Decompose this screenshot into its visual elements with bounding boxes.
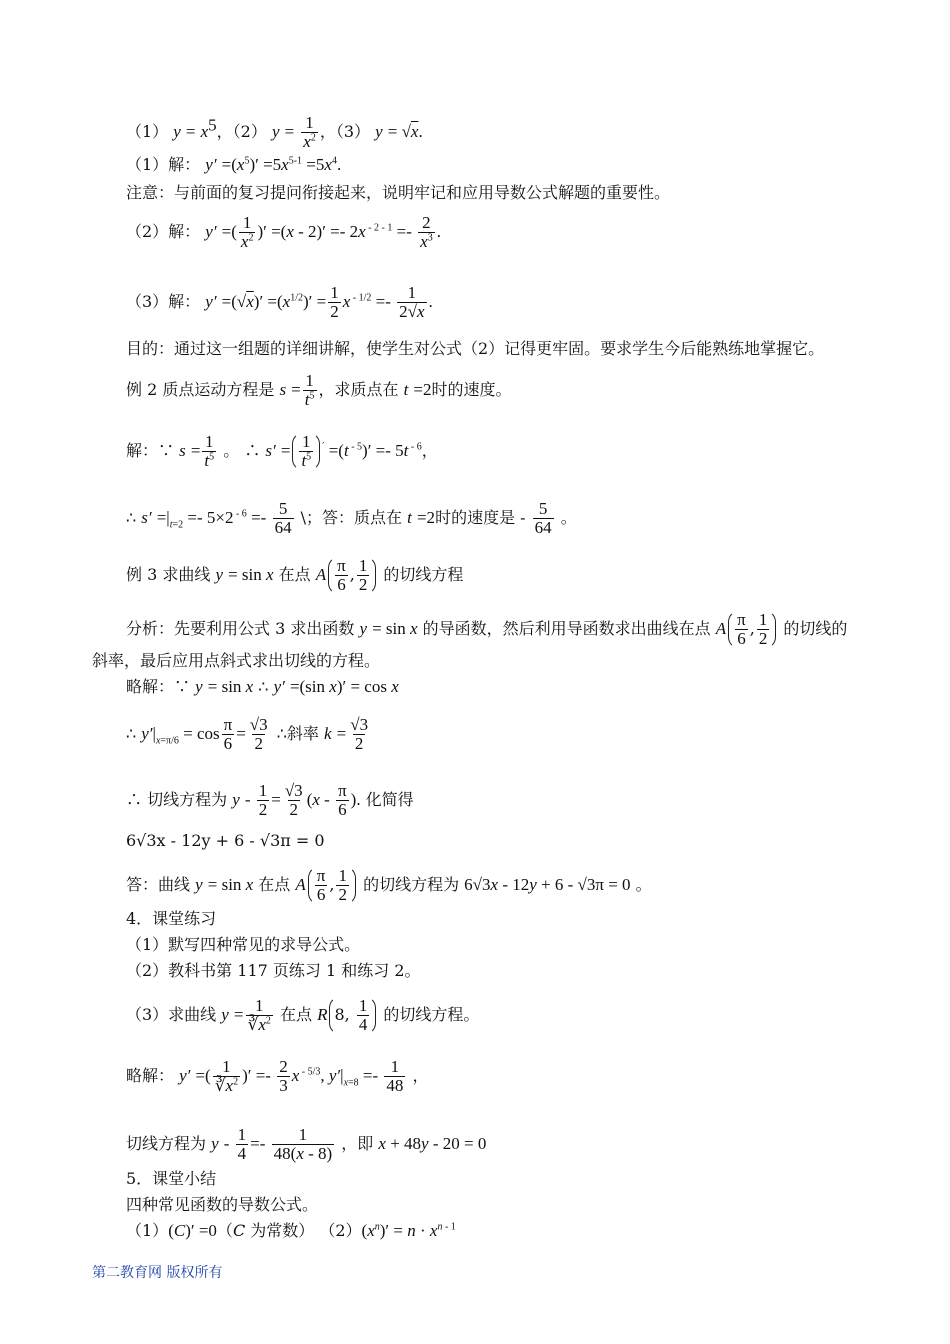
example-3: 例 3 求曲线 y = sin x 在点 A $\frac{\pi}{6}$ , $\frac{1}{2}$ 的切线方程: [126, 556, 464, 594]
example-2-solution: 解：∵ s = $\frac{1}{t^5}$ 。 ∴ s′ = $\frac{1}{t^5}$ ′ =(t $^{- 5}$)′ =- 5t $^{- 6}$，: [126, 432, 438, 470]
exercise-3: （3）求曲线 y = $\frac{1}{∛x^2}$ 在点 R 8, $\frac{1}{4}$ 的切线方程。: [126, 996, 480, 1034]
note-text: 注意：与前面的复习提问衔接起来，说明牢记和应用导数公式解题的重要性。: [126, 183, 671, 202]
analysis: 分析：先要利用公式 3 求出函数 y = sin x 的导函数，然后利用导函数求出曲线在点 A $\frac{\pi}{6}$ , $\frac{1}{2}$ 的切线的: [126, 610, 848, 648]
solution-3: （3）解： $y' =(√x)' =(x^{1/2})'$ = $\frac{1}{2}$ x $^{- 1/2}$ =- $\frac{1}{2√x}$ .: [126, 283, 433, 321]
analysis-cont: 斜率，最后应用点斜式求出切线的方程。: [92, 651, 381, 670]
example-2: 例 2 质点运动方程是 s = $\frac{1}{t^5}$ ，求质点在 t =2时的速度。: [126, 371, 512, 409]
copyright-footer: 第二教育网 版权所有: [92, 1265, 223, 1281]
exercise-list: （1） $y = x^5$，（2） y = $\frac{1}{x^2}$ ，（3） y = √x.: [126, 113, 423, 151]
exercise-2: （2）教科书第 117 页练习 1 和练习 2。: [126, 961, 421, 980]
solution-2: （2）解： y′ =( $\frac{1}{x^2}$ )′ =(x - 2)′ =- 2x $^{- 2 - 1}$ =- $\frac{2}{x^3}$ .: [126, 213, 441, 251]
slope-line: ∴ $y'|_{x=\pi/6} = \cos$ $\frac{\pi}{6}$ = $\frac{√3}{2}$ ∴斜率 k = $\frac{√3}{2}$: [126, 715, 369, 753]
exercise-3-solution: 略解： y′ =( $\frac{1}{∛x^2}$ )′ =- $\frac{2}{3}$ x $^{- 5/3}$, $y'|_{x=8}$ =- $\frac{1}{48}$ ，: [126, 1057, 429, 1095]
section-4: 4．课堂练习: [126, 909, 217, 928]
exercise-3-tangent: 切线方程为 y - $\frac{1}{4}$ =- $\frac{1}{48(x - 8)}$ ，即 x + 48y - 20 = 0: [126, 1125, 487, 1163]
section-5: 5．课堂小结: [126, 1169, 217, 1188]
purpose-text: 目的：通过这一组题的详细讲解，使学生对公式（2）记得更牢固。要求学生今后能熟练地掌握它。: [126, 339, 825, 358]
tangent-eq: ∴ 切线方程为 y - $\frac{1}{2}$ = $\frac{√3}{2}$ (x - $\frac{\pi}{6}$ ). 化简得: [126, 781, 414, 819]
answer-3: 答：曲线 y = sin x 在点 A $\frac{\pi}{6}$ , $\frac{1}{2}$ 的切线方程为 6√3x - 12y + 6 - √3π = 0 。: [126, 866, 652, 904]
simplified-eq: 6√3x - 12y + 6 - √3π = 0: [126, 831, 325, 850]
formulas-line: （1）(C)′ =0（C 为常数） $(2)(x^n)' = n \cdot x^{n - 1}$: [126, 1221, 456, 1240]
brief-solution: 略解：∵ y = sin x ∴ y′ =(sin x)′ = cos x: [126, 677, 399, 696]
solution-1: （1）解： $y' =(x^5)' =5x^{5-1} =5x^4$.: [126, 155, 342, 174]
exercise-1: （1）默写四种常见的求导公式。: [126, 935, 361, 954]
example-2-answer: ∴ $s' =|_{t=2} =- 5\times 2$ $^{- 6}$ =- $\frac{5}{64}$ \；答：质点在 t =2时的速度是 - $\frac{5}{64}$ 。: [126, 499, 577, 537]
summary-text: 四种常见函数的导数公式。: [126, 1195, 319, 1214]
